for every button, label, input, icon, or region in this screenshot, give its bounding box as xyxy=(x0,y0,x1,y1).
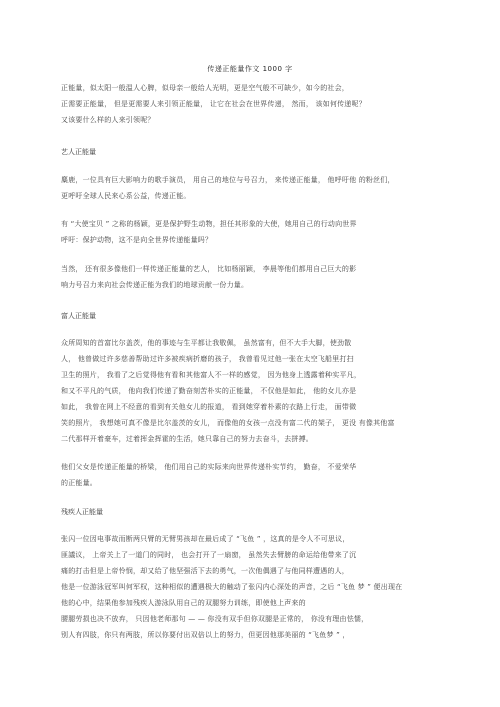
text-line: 的正能量。 xyxy=(61,479,97,487)
section-heading: 富人正能量 xyxy=(61,312,96,320)
text-line: 痛的打击但是上帝怜悯，却又给了他坚强活下去的勇气，一次他偶遇了与他同样遭遇的人， xyxy=(61,567,349,575)
text-line: 呼吁：保护动物，这不是向全世界传递能量吗？ xyxy=(61,236,213,244)
text-line: 有 “大使宝贝 ” 之称的杨颖，更是保护野生动物，担任其形象的大使，她用自己的行动向世界 xyxy=(61,220,357,228)
text-line: 匪議议， 上帝关上了一道门的同时， 也会打开了一扇窗， 虽然失去臂膀的命运给他带来了沉 xyxy=(61,551,357,559)
text-line: 和又不平凡的气质， 他向我们传递了勤奋刻苦朴实的正能量， 不仅他是如此， 他的女儿亦是 xyxy=(61,387,357,395)
text-line: 当然， 还有很多像他们一样传递正能量的艺人， 比如杨丽颖， 李晨等他们都用自己巨大的影 xyxy=(61,265,357,273)
text-line: 人， 他曾做过许多慈善帮助过许多被疾病折磨的孩子， 我曾看见过他一张在太空飞船里打扫 xyxy=(61,355,354,363)
text-line: 众所周知的首富比尔盖茨，他的事迹与生平都让我敬佩， 虽然富有，但不大手大脚，使劲散 xyxy=(61,339,352,347)
text-line: 别人有四肢，你只有两肢，所以你要付出双倍以上的努力，但更因他那美丽的 “飞鱼梦 ” ， xyxy=(61,631,350,639)
text-line: 笑的照片， 我想她可真不像是比尔盖茨的女儿， 而像他的女孩一点没有富二代的架子， 更没 有像其他富 xyxy=(61,419,395,427)
text-line: 响力号召力来向社会传递正能为我们的地球贡献一份力量。 xyxy=(61,281,249,289)
section-heading: 残疾人正能量 xyxy=(61,508,103,516)
text-line: 正需要正能量， 但是更需要人来引领正能量， 让它在社会在世界传递， 然而， 该如何传递呢？ xyxy=(61,100,366,108)
text-line: 正能量，似太阳一般温人心脾，似母亲一般给人光明，更是空气般不可缺少，如今的社会， xyxy=(61,84,349,92)
text-line: 他是一位游泳冠军叫何军权，这种相似的遭遇极大的触动了张闪内心深处的声音，之后 “飞鱼 梦 ” 便出现在 xyxy=(61,583,403,591)
text-line: 二代那样开着豪车，过着挥金挥霍的生活，她只靠自己的努力去奋斗，去拼搏。 xyxy=(61,435,313,443)
text-line: 张闪一位因电事故而断两只臂的无臂男孩却在最后成了 “飞鱼 ” ，这真的是令人不可思议， xyxy=(61,535,350,543)
text-line: 卫生的照片， 我看了之后觉得他有看和其他富人不一样的感觉， 因为他身上透露着种实平凡， xyxy=(61,371,362,379)
text-line: 他们父女是传递正能量的桥梁， 他们用自己的实际来向世界传递朴实节约， 勤奋， 不爱荣华 xyxy=(61,463,357,471)
text-line: 他的心中，结果他参加残疾人游泳队用自己的双腿努力训练，即使他上声来的 xyxy=(61,599,306,607)
text-line: 腰腿劳损也决不放弃， 只因他老师那句 — — 你没有双手但你双腿是正常的， 你没有理由怯懦， xyxy=(61,615,369,623)
text-line: 麋鹿，一位具有巨大影响力的歌手演员， 用自己的地位与号召力， 来传递正能量， 他呼吁他 的粉丝们， xyxy=(61,176,395,184)
document-title: 传递正能量作文 1000 字 xyxy=(207,65,293,73)
text-line: 如此， 我曾在网上不经意的看到有关他女儿的报道， 看到她穿着朴素的衣路上行走， 面带微 xyxy=(61,403,357,411)
section-heading: 艺人正能量 xyxy=(61,148,96,156)
text-line: 更呼吁全球人民来心系公益，传递正能。 xyxy=(61,192,191,200)
text-line: 又该要什么样的人来引领呢？ xyxy=(61,116,155,124)
